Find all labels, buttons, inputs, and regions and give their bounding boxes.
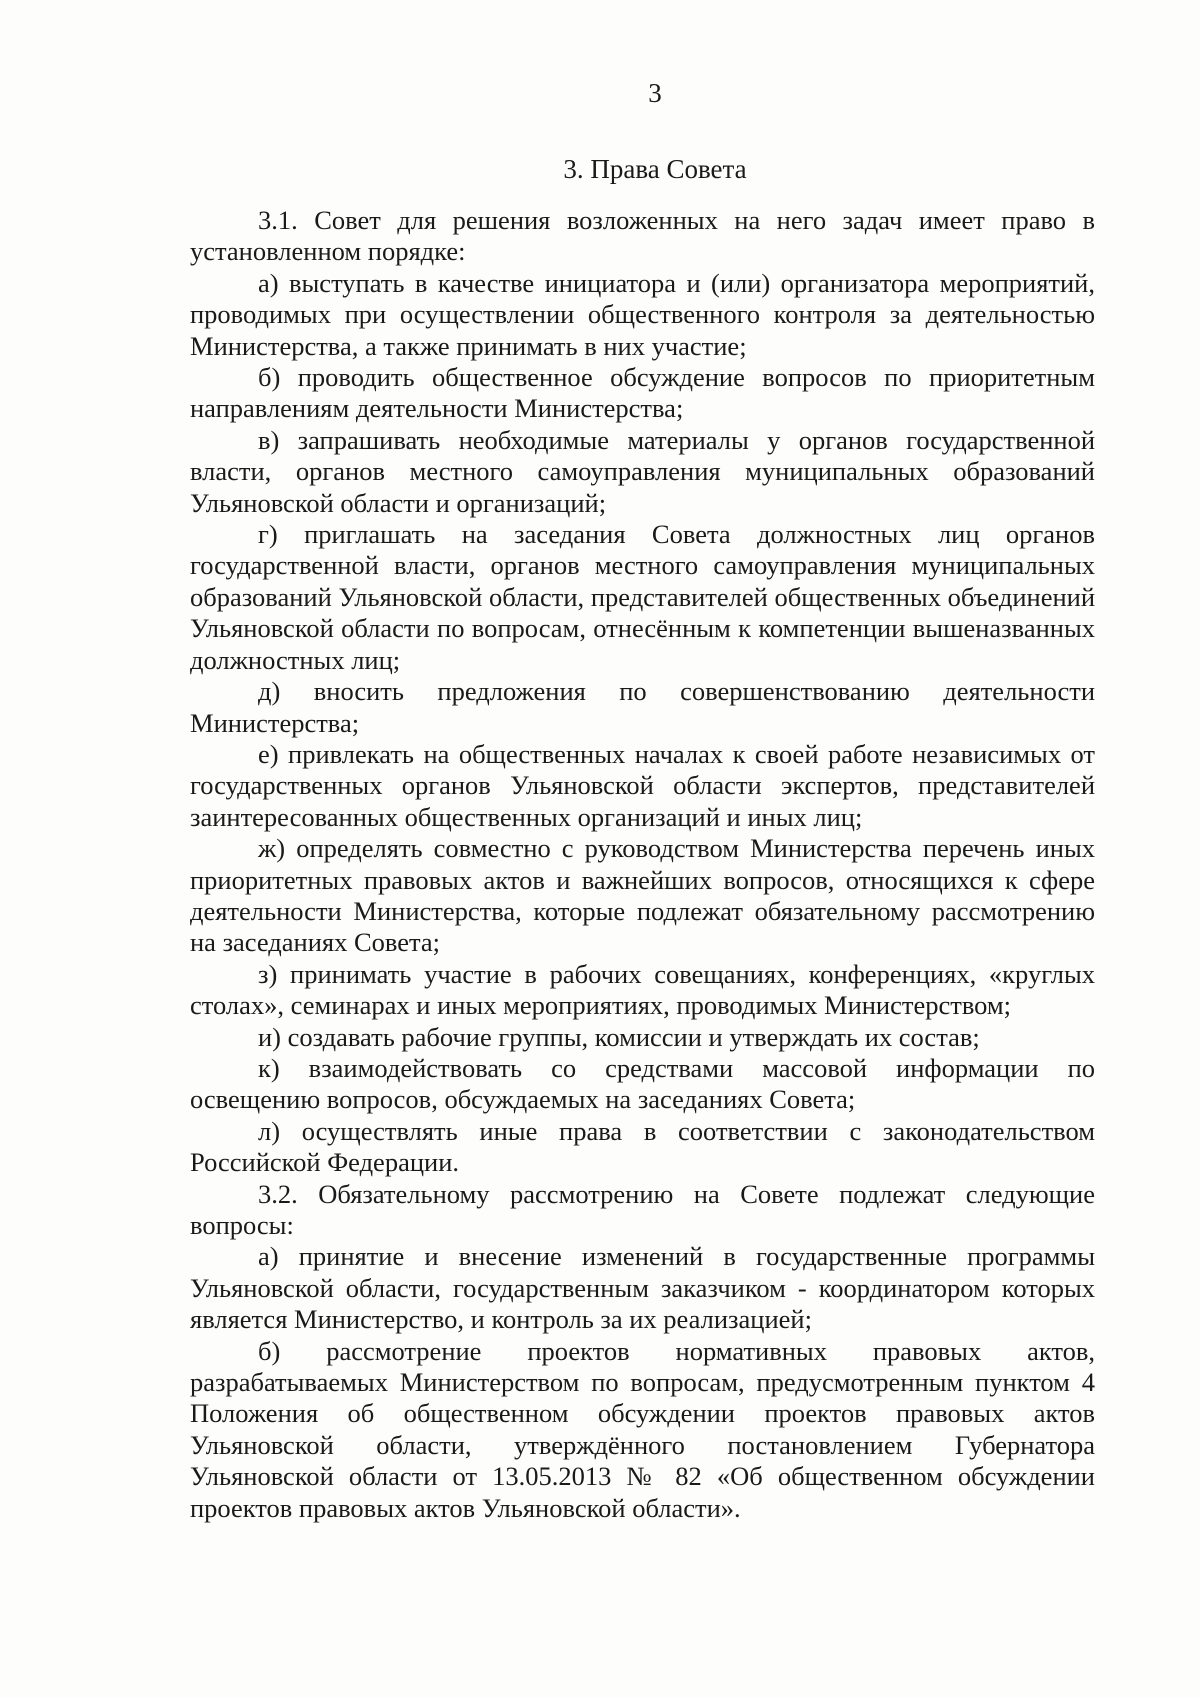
paragraph-3-2-a: а) принятие и внесение изменений в государственные программы Ульяновской области, государственным заказчиком - координатором которых является Министерство, и контроль за их реализацией; (190, 1241, 1095, 1335)
paragraph-3-1-b: б) проводить общественное обсуждение вопросов по приоритетным направлениям деятельности Министерства; (190, 362, 1095, 424)
paragraph-3-1-e: е) привлекать на общественных началах к своей работе независимых от государственных органов Ульяновской области экспертов, представителей заинтересованных общественных организаций и иных лиц; (190, 738, 1095, 832)
document-body (190, 205, 1095, 1524)
section-heading: 3. Права Совета (563, 154, 747, 184)
paragraph-3-1-z: з) принимать участие в рабочих совещаниях, конференциях, «круглых столах», семинарах и иных мероприятиях, проводимых Министерством; (190, 958, 1095, 1021)
paragraph-3-1-d: д) вносить предложения по совершенствованию деятельности Министерства; (190, 676, 1095, 738)
page-number: 3 (648, 78, 662, 108)
paragraph-3-1-g: г) приглашать на заседания Совета должностных лиц органов государственной власти, органов местного самоуправления муниципальных образований Ульяновской области, представителей общественных объединений Ульяновской области по вопросам, отнесённым к компетенции вышеназванных должностных лиц; (190, 519, 1095, 675)
paragraph-3-2: 3.2. Обязательному рассмотрению на Совете подлежат следующие вопросы: (190, 1178, 1095, 1240)
paragraph-3-1: 3.1. Совет для решения возложенных на него задач имеет право в установленном порядке: (190, 205, 1095, 267)
paragraph-3-1-v: в) запрашивать необходимые материалы у органов государственной власти, органов местного самоуправления муниципальных образований Ульяновской области и организаций; (190, 424, 1095, 518)
paragraph-3-1-a: а) выступать в качестве инициатора и (или) организатора мероприятий, проводимых при осуществлении общественного контроля за деятельностью Министерства, а также принимать в них участие; (190, 267, 1095, 361)
paragraph-3-1-k: к) взаимодействовать со средствами массовой информации по освещению вопросов, обсуждаемых на заседаниях Совета; (190, 1052, 1095, 1115)
paragraph-3-1-l: л) осуществлять иные права в соответствии с законодательством Российской Федерации. (190, 1115, 1095, 1178)
paragraph-3-2-b: б) рассмотрение проектов нормативных правовых актов, разрабатываемых Министерством по вопросам, предусмотренным пунктом 4 Положения об общественном обсуждении проектов правовых актов Ульяновской области, утверждённого постановлением Губернатора Ульяновской области от 13.05.2013 № 82 «Об общественном обсуждении проектов правовых актов Ульяновской области». (190, 1335, 1095, 1523)
paragraph-3-1-zh: ж) определять совместно с руководством Министерства перечень иных приоритетных правовых актов и важнейших вопросов, относящихся к сфере деятельности Министерства, которые подлежат обязательному рассмотрению на заседаниях Совета; (190, 833, 1095, 958)
paragraph-3-1-i: и) создавать рабочие группы, комиссии и утверждать их состав; (258, 1021, 980, 1052)
